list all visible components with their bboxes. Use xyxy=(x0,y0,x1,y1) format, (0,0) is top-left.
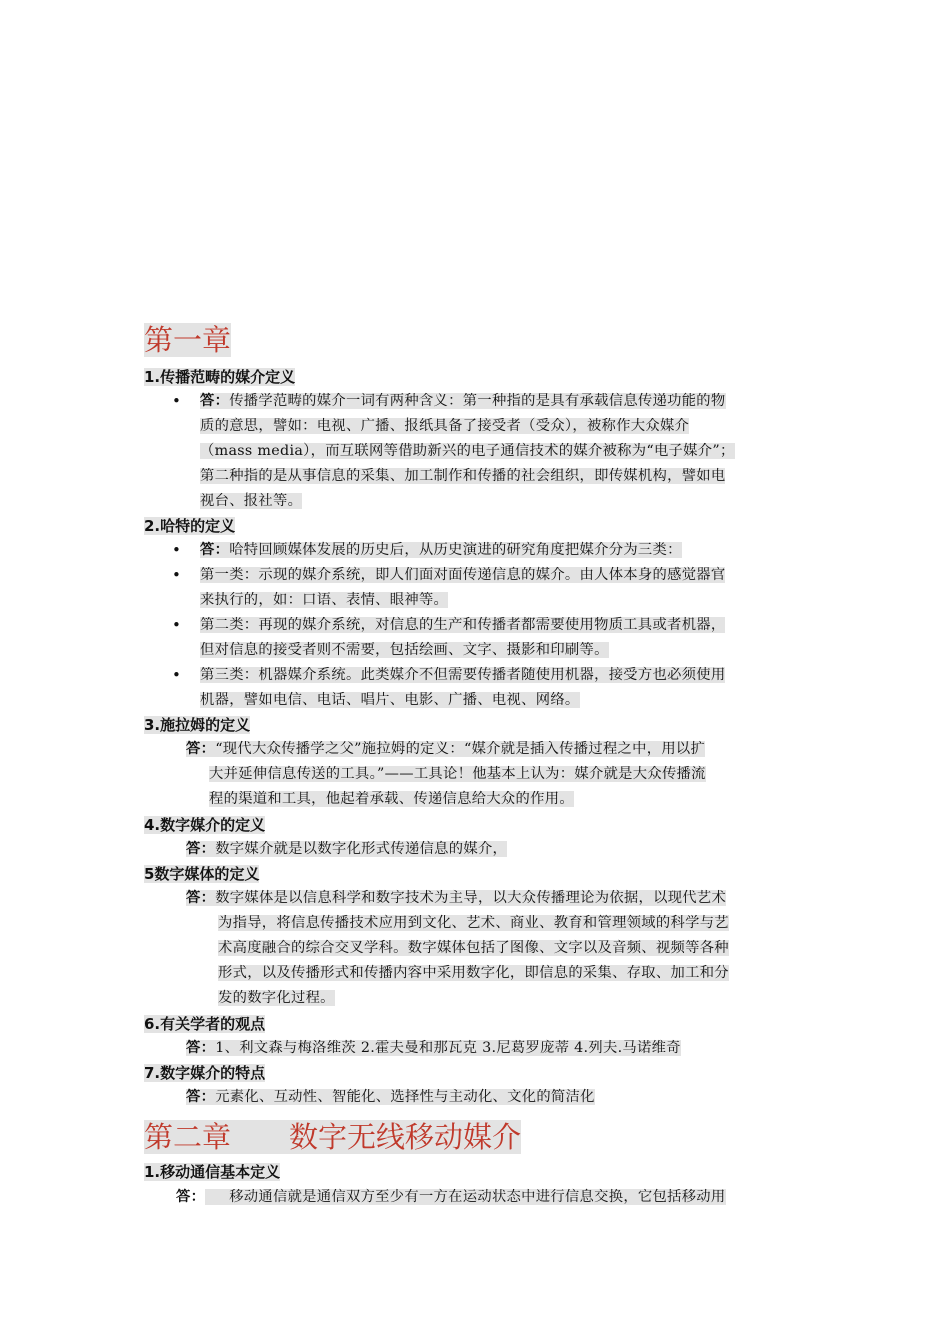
bullet-icon: • xyxy=(172,666,181,684)
q7-answer: 答：元素化、互动性、智能化、选择性与主动化、文化的简洁化 xyxy=(186,1089,595,1105)
q2-heading: 2.哈特的定义 xyxy=(144,517,236,535)
q2-item-2: 第二类：再现的媒介系统，对信息的生产和传播者都需要使用物质工具或者机器， 但对信息的接受者则不需要，包括绘画、文字、摄影和印刷等。 xyxy=(200,617,726,658)
q2-item-3: 第三类：机器媒介系统。此类媒介不但需要传播者随使用机器，接受方也必须使用 机器，譬如电信、电话、唱片、电影、广播、电视、网络。 xyxy=(200,667,726,708)
q4-heading: 4.数字媒介的定义 xyxy=(144,816,266,834)
q3-heading: 3.施拉姆的定义 xyxy=(144,716,251,734)
q1-answer: 答：传播学范畴的媒介一词有两种含义：第一种指的是具有承载信息传递功能的物 质的意思，譬如：电视、广播、报纸具备了接受者（受众），被称作大众媒介 （mass media），而互联网等借助新兴的电子通信技术的媒介被称为“电子媒介”； 第二种指的是从事信息的采集、加工制作和传播的社会组织，即传媒机构，譬如电 视台、报社等。 xyxy=(200,393,735,509)
q2-item-1: 第一类：示现的媒介系统，即人们面对面传递信息的媒介。由人体本身的感觉器官 来执行的，如：口语、表情、眼神等。 xyxy=(200,567,726,608)
bullet-icon: • xyxy=(172,616,181,634)
q4-answer: 答：数字媒介就是以数字化形式传递信息的媒介， xyxy=(186,841,508,857)
q5-answer: 答：数字媒体是以信息科学和数字技术为主导，以大众传播理论为依据，以现代艺术 为指导，将信息传播技术应用到文化、艺术、商业、教育和管理领域的科学与艺 术高度融合的综合交叉学科。数字媒体包括了图像、文字以及音频、视频等各种 形式，以及传播形式和传播内容中采用数字化，即信息的采集、存取、加工和分 发的数字化过程。 xyxy=(186,890,729,1006)
q5-heading: 5数字媒体的定义 xyxy=(144,865,260,883)
chapter-2-title: 第二章 数字无线移动媒介 xyxy=(144,1120,522,1154)
q2-intro: 答：哈特回顾媒体发展的历史后，从历史演进的研究角度把媒介分为三类： xyxy=(200,542,682,558)
q3-answer: 答：“现代大众传播学之父”施拉姆的定义：“媒介就是插入传播过程之中，用以扩 大并延伸信息传送的工具。”——工具论！他基本上认为：媒介就是大众传播流 程的渠道和工具，他起着承载、传递信息给大众的作用。 xyxy=(186,741,706,807)
chapter-1-title: 第一章 xyxy=(144,323,232,357)
q6-answer: 答：1、利文森与梅洛维茨 2.霍夫曼和那瓦克 3.尼葛罗庞蒂 4.列夫.马诺维奇 xyxy=(186,1040,681,1056)
c2q1-answer: 答： 移动通信就是通信双方至少有一方在运动状态中进行信息交换，它包括移动用 xyxy=(176,1189,726,1205)
bullet-icon: • xyxy=(172,541,181,559)
q1-heading: 1.传播范畴的媒介定义 xyxy=(144,368,296,386)
bullet-icon: • xyxy=(172,392,181,410)
bullet-icon: • xyxy=(172,566,181,584)
c2q1-heading: 1.移动通信基本定义 xyxy=(144,1163,281,1181)
q6-heading: 6.有关学者的观点 xyxy=(144,1015,266,1033)
q7-heading: 7.数字媒介的特点 xyxy=(144,1064,266,1082)
